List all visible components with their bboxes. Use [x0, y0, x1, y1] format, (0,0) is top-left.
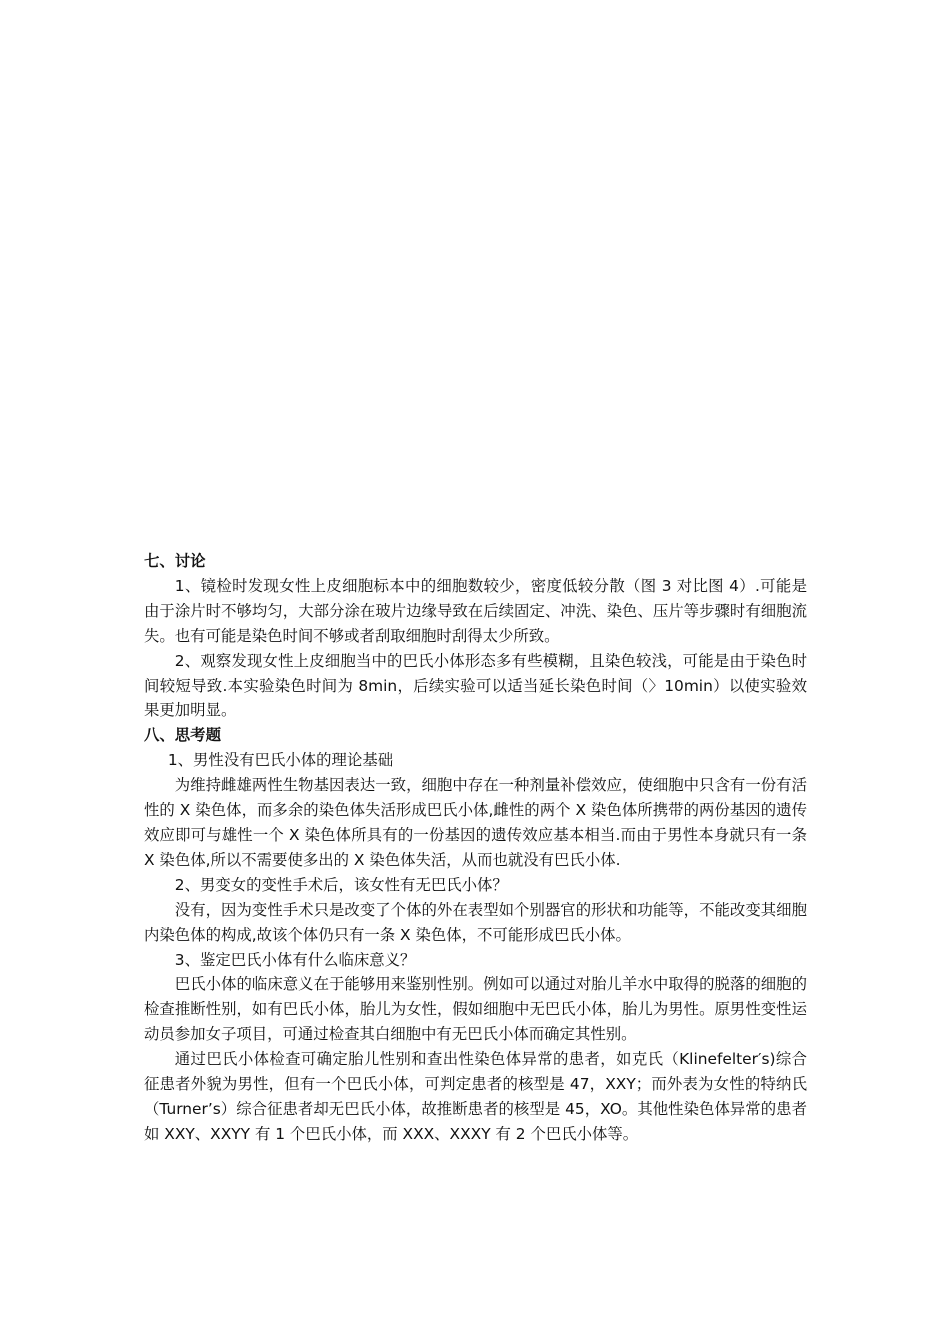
section-heading-questions: 八、思考题	[144, 726, 221, 745]
question-2-title: 2、男变女的变性手术后，该女性有无巴氏小体？	[174, 875, 508, 894]
question-3-answer-paragraph-2: 通过巴氏小体检查可确定胎儿性别和查出性染色体异常的患者，如克氏（Klinefelter′s)综合征患者外貌为男性，但有一个巴氏小体，可判定患者的核型是 47，XXY；而外表为女性的特纳氏（Turner’s）综合征患者却无巴氏小体，故推断患者的核型是 45，XO。其他性染色体异常的患者如 XXY、XXYY 有 1 个巴氏小体，而 XXX、XXXY 有 2 个巴氏小体等。	[144, 1050, 807, 1143]
discussion-paragraph-1: 1、镜检时发现女性上皮细胞标本中的细胞数较少，密度低较分散（图 3 对比图 4）.可能是由于涂片时不够均匀，大部分涂在玻片边缘导致在后续固定、冲洗、染色、压片等步骤时有细胞流失。也有可能是染色时间不够或者刮取细胞时刮得太少所致。	[144, 576, 807, 645]
question-3-title: 3、鉴定巴氏小体有什么临床意义？	[174, 950, 416, 969]
document-body	[144, 549, 807, 1147]
question-1-title: 1、男性没有巴氏小体的理论基础	[167, 751, 394, 770]
question-3-answer-paragraph-1: 巴氏小体的临床意义在于能够用来鉴别性别。例如可以通过对胎儿羊水中取得的脱落的细胞的检查推断性别，如有巴氏小体，胎儿为女性，假如细胞中无巴氏小体，胎儿为男性。原男性变性运动员参加女子项目，可通过检查其白细胞中有无巴氏小体而确定其性别。	[144, 975, 807, 1044]
discussion-paragraph-2: 2、观察发现女性上皮细胞当中的巴氏小体形态多有些模糊，且染色较浅，可能是由于染色时间较短导致.本实验染色时间为 8min，后续实验可以适当延长染色时间（〉10min）以使实验效果更加明显。	[144, 651, 807, 720]
section-heading-discussion: 七、讨论	[144, 552, 206, 570]
question-2-answer: 没有，因为变性手术只是改变了个体的外在表型如个别器官的形状和功能等，不能改变其细胞内染色体的构成,故该个体仍只有一条 X 染色体，不可能形成巴氏小体。	[144, 900, 807, 944]
question-1-answer: 为维持雌雄两性生物基因表达一致，细胞中存在一种剂量补偿效应，使细胞中只含有一份有活性的 X 染色体，而多余的染色体失活形成巴氏小体,雌性的两个 X 染色体所携带的两份基因的遗传效应即可与雄性一个 X 染色体所具有的一份基因的遗传效应基本相当.而由于男性本身就只有一条 X 染色体,所以不需要使多出的 X 染色体失活，从而也就没有巴氏小体.	[144, 776, 807, 869]
